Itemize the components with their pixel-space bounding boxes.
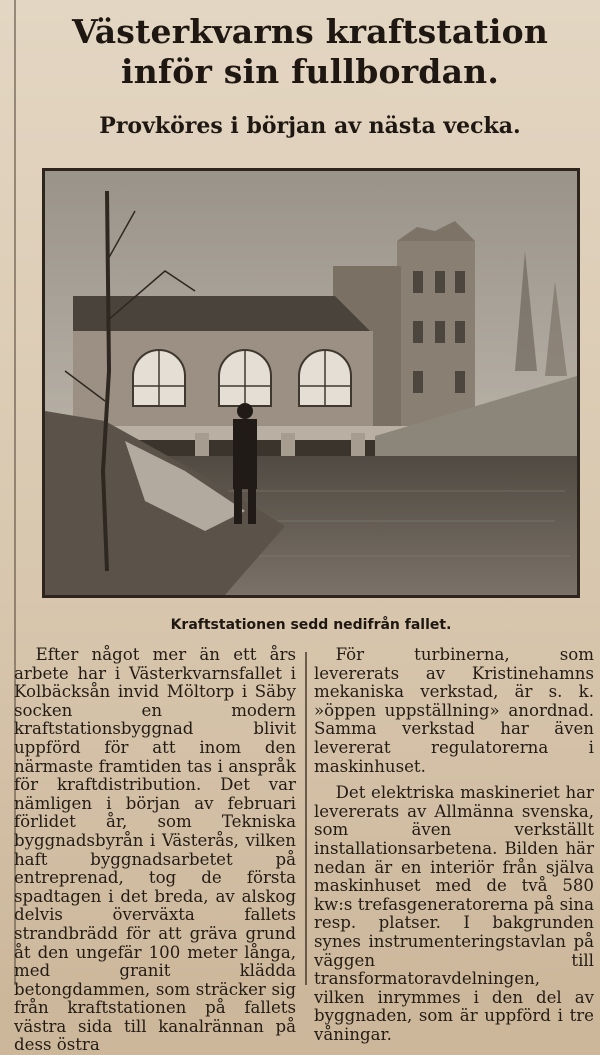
photo-caption: Kraftstationen sedd nedifrån fallet.: [170, 617, 452, 633]
article-right-column: [314, 646, 594, 1044]
subheadline: Provköres i början av nästa vecka.: [99, 113, 521, 139]
power-station-photo-drawing: [45, 171, 577, 595]
power-station-photo: [42, 168, 580, 598]
column-divider: [305, 652, 307, 985]
article-paragraph: Det elektriska maskineriet har levererats av Allmänna svenska, som även verkställt installationsarbetena. Bilden här nedan är en interiör från själva maskinhuset med de två 580 kw:s trefasgeneratorerna på sina resp. platser. I bakgrunden synes instrumenteringstavlan på väggen till transformatoravdelningen, vilken inrymmes i den del av byggnaden, som är uppförd i tre våningar.: [314, 783, 594, 1044]
headline: Västerkvarns kraftstation inför sin fullbordan.: [71, 12, 549, 91]
article-paragraph: Efter något mer än ett års arbete har i Västerkvarnsfallet i Kolbäcksån invid Möltorp i Säby socken en modern kraftstationsbyggnad blivit uppförd för att inom den närmaste framtiden tas i anspråk för kraftdistribution. Det var nämligen i början av februari förlidet år, som Tekniska byggnadsbyrån i Västerås, vilken haft byggnadsarbetet på entreprenad, tog de första spadtagen i det breda, av alskog delvis överväxta fallets strandbrädd för att gräva grund åt den ungefär 100 meter långa, med granit klädda betongdammen, som sträcker sig från kraftstationen på fallets västra sida till kanalrännan på dess östra: [14, 645, 296, 1055]
article-paragraph: För turbinerna, som levererats av Kristinehamns mekaniska verkstad, är s. k. »öppen uppställning» anordnad. Samma verkstad har även levererat regulatorerna i maskinhuset.: [314, 645, 594, 776]
article-left-column: [14, 646, 296, 1055]
